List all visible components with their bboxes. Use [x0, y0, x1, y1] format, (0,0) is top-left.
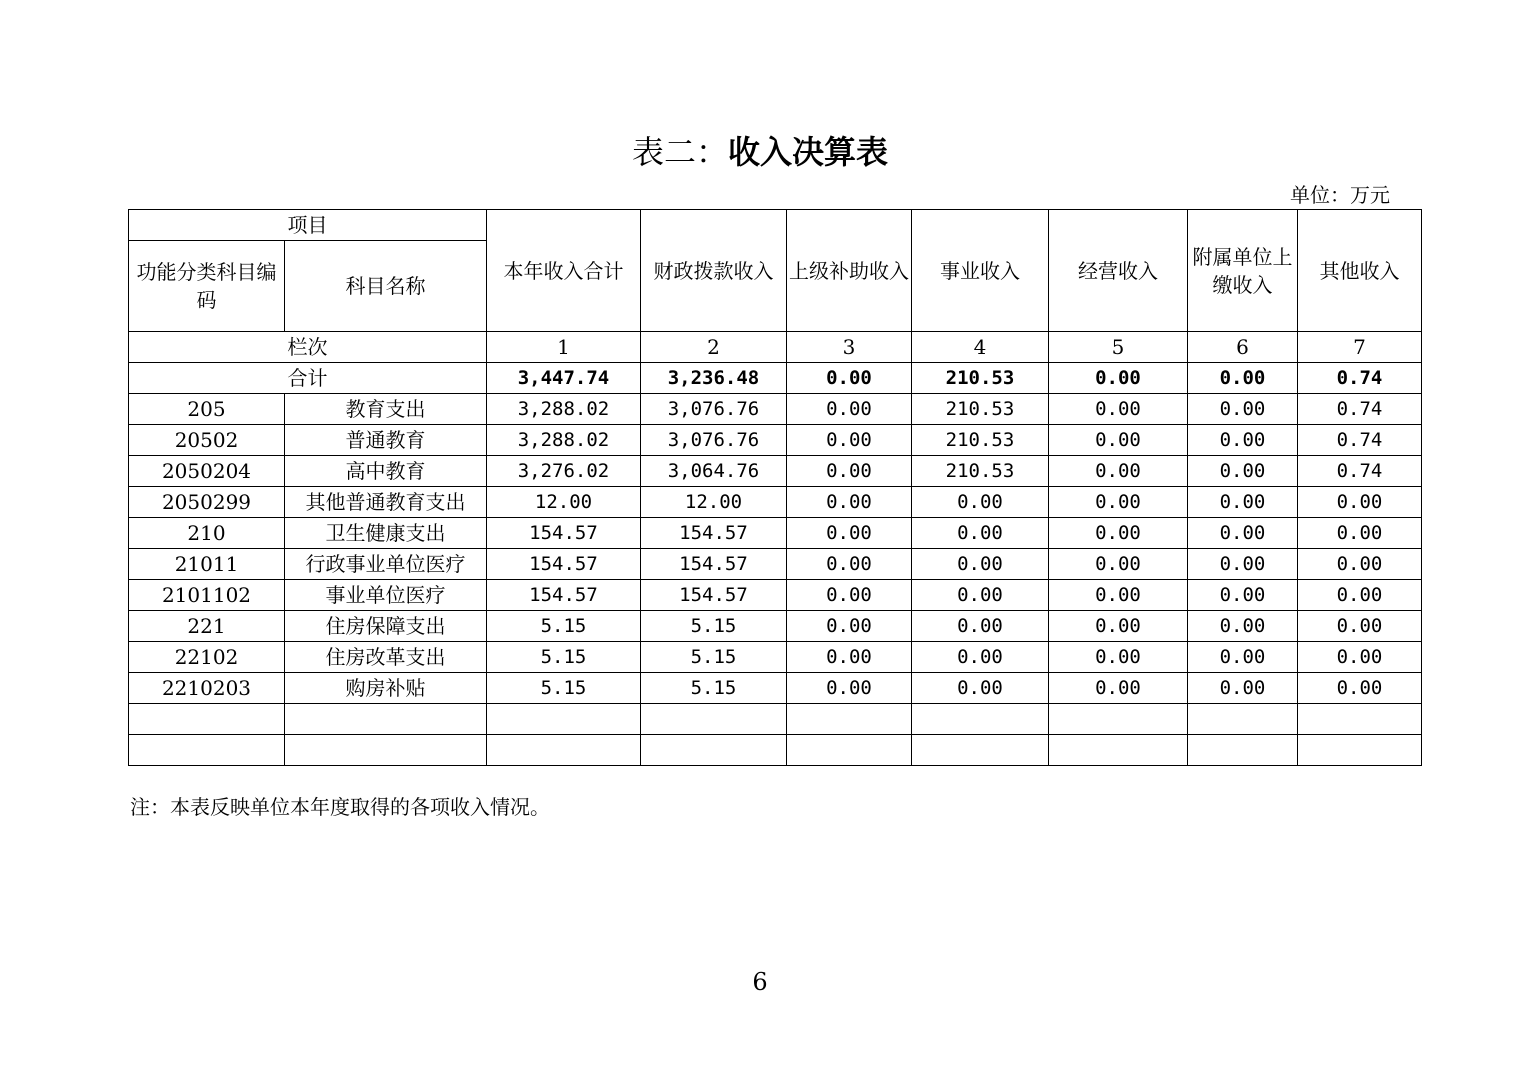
row-value: 154.57	[487, 580, 641, 611]
page-title	[0, 128, 1520, 176]
row-value: 0.00	[1188, 425, 1298, 456]
row-value: 0.00	[1049, 549, 1188, 580]
table-row	[129, 425, 1422, 456]
row-value: 154.57	[487, 518, 641, 549]
row-value: 0.74	[1298, 394, 1422, 425]
row-value: 0.00	[912, 673, 1049, 704]
income-table	[128, 209, 1422, 766]
table-row	[129, 735, 1422, 766]
row-code: 210	[129, 518, 285, 549]
row-value: 0.00	[787, 456, 912, 487]
header-col2: 财政拨款收入	[641, 210, 787, 332]
column-index-cell: 6	[1188, 332, 1298, 363]
row-code	[129, 735, 285, 766]
table-row	[129, 487, 1422, 518]
row-value	[787, 735, 912, 766]
table-row	[129, 611, 1422, 642]
row-value: 0.00	[1049, 642, 1188, 673]
row-value: 0.00	[1188, 394, 1298, 425]
row-code: 2101102	[129, 580, 285, 611]
column-index-label: 栏次	[129, 332, 487, 363]
header-col5: 经营收入	[1049, 210, 1188, 332]
row-name: 住房保障支出	[285, 611, 487, 642]
header-col7: 其他收入	[1298, 210, 1422, 332]
row-value: 12.00	[641, 487, 787, 518]
total-label: 合计	[129, 363, 487, 394]
table-row	[129, 456, 1422, 487]
row-value: 0.00	[1298, 673, 1422, 704]
row-value: 154.57	[487, 549, 641, 580]
row-value: 5.15	[487, 673, 641, 704]
row-value	[1188, 704, 1298, 735]
table-row	[129, 549, 1422, 580]
column-index-cell: 2	[641, 332, 787, 363]
total-cell: 3,236.48	[641, 363, 787, 394]
row-value: 0.00	[1188, 642, 1298, 673]
total-cell: 0.00	[1188, 363, 1298, 394]
row-value: 0.00	[787, 673, 912, 704]
total-cell: 0.00	[1049, 363, 1188, 394]
row-value: 5.15	[641, 642, 787, 673]
total-cell: 0.74	[1298, 363, 1422, 394]
row-value: 0.00	[787, 394, 912, 425]
total-cell: 3,447.74	[487, 363, 641, 394]
row-name: 住房改革支出	[285, 642, 487, 673]
row-name: 卫生健康支出	[285, 518, 487, 549]
row-value	[487, 735, 641, 766]
row-value: 0.00	[787, 425, 912, 456]
row-code: 2210203	[129, 673, 285, 704]
row-code: 221	[129, 611, 285, 642]
row-value	[912, 704, 1049, 735]
row-value: 0.00	[787, 487, 912, 518]
page-number: 6	[752, 968, 768, 996]
total-row	[129, 363, 1422, 394]
title-main: 收入决算表	[728, 133, 889, 171]
row-value: 0.74	[1298, 456, 1422, 487]
row-value: 0.00	[1188, 673, 1298, 704]
row-value: 3,064.76	[641, 456, 787, 487]
row-code	[129, 704, 285, 735]
row-value: 0.00	[1049, 487, 1188, 518]
row-value: 0.00	[1188, 456, 1298, 487]
title-prefix: 表二：	[631, 133, 728, 171]
header-code: 功能分类科目编码	[129, 241, 285, 332]
row-code: 22102	[129, 642, 285, 673]
header-col1: 本年收入合计	[487, 210, 641, 332]
header-name: 科目名称	[285, 241, 487, 332]
row-value: 5.15	[641, 611, 787, 642]
row-name: 其他普通教育支出	[285, 487, 487, 518]
row-value: 0.00	[912, 642, 1049, 673]
header-row-top	[129, 210, 1422, 241]
row-value: 0.00	[1298, 611, 1422, 642]
row-value: 0.00	[787, 549, 912, 580]
table-note: 注：本表反映单位本年度取得的各项收入情况。	[130, 795, 550, 819]
column-index-cell: 5	[1049, 332, 1188, 363]
row-value: 0.00	[1298, 487, 1422, 518]
total-cell: 0.00	[787, 363, 912, 394]
table-row	[129, 394, 1422, 425]
row-value: 0.00	[1049, 394, 1188, 425]
row-value	[1188, 735, 1298, 766]
row-value: 5.15	[487, 611, 641, 642]
row-value	[912, 735, 1049, 766]
row-value: 0.00	[912, 580, 1049, 611]
row-value: 3,076.76	[641, 425, 787, 456]
row-name: 购房补贴	[285, 673, 487, 704]
row-value: 210.53	[912, 456, 1049, 487]
row-value: 3,288.02	[487, 425, 641, 456]
row-value	[1298, 704, 1422, 735]
row-value	[487, 704, 641, 735]
row-value: 0.00	[1298, 642, 1422, 673]
row-value	[1049, 735, 1188, 766]
row-value: 210.53	[912, 394, 1049, 425]
row-value	[641, 735, 787, 766]
row-value: 0.00	[1049, 518, 1188, 549]
row-value: 3,076.76	[641, 394, 787, 425]
row-value: 0.00	[1049, 611, 1188, 642]
column-index-cell: 3	[787, 332, 912, 363]
row-name: 普通教育	[285, 425, 487, 456]
row-value	[1049, 704, 1188, 735]
unit-label: 单位：万元	[1290, 183, 1390, 207]
row-value: 12.00	[487, 487, 641, 518]
row-value: 210.53	[912, 425, 1049, 456]
row-code: 2050299	[129, 487, 285, 518]
row-value: 0.00	[1298, 580, 1422, 611]
row-value: 0.00	[912, 518, 1049, 549]
row-value: 0.00	[1188, 518, 1298, 549]
row-value: 0.00	[1049, 673, 1188, 704]
row-value: 0.00	[1298, 549, 1422, 580]
row-value: 0.00	[1049, 580, 1188, 611]
row-value: 0.00	[787, 642, 912, 673]
table-row	[129, 518, 1422, 549]
row-name: 高中教育	[285, 456, 487, 487]
header-col3: 上级补助收入	[787, 210, 912, 332]
row-value: 0.00	[787, 611, 912, 642]
row-name: 教育支出	[285, 394, 487, 425]
table-row	[129, 673, 1422, 704]
row-value: 154.57	[641, 518, 787, 549]
row-value: 0.74	[1298, 425, 1422, 456]
row-value: 154.57	[641, 580, 787, 611]
row-value: 0.00	[1298, 518, 1422, 549]
row-code: 205	[129, 394, 285, 425]
row-value: 0.00	[1188, 549, 1298, 580]
row-code: 20502	[129, 425, 285, 456]
row-value: 5.15	[641, 673, 787, 704]
row-value: 0.00	[912, 549, 1049, 580]
row-value: 154.57	[641, 549, 787, 580]
row-value: 0.00	[912, 611, 1049, 642]
column-index-row	[129, 332, 1422, 363]
row-name	[285, 735, 487, 766]
row-code: 21011	[129, 549, 285, 580]
total-cell: 210.53	[912, 363, 1049, 394]
row-value: 0.00	[787, 580, 912, 611]
row-name: 行政事业单位医疗	[285, 549, 487, 580]
row-value: 0.00	[1049, 456, 1188, 487]
header-col4: 事业收入	[912, 210, 1049, 332]
row-value: 3,288.02	[487, 394, 641, 425]
table-row	[129, 580, 1422, 611]
table-row	[129, 704, 1422, 735]
column-index-cell: 1	[487, 332, 641, 363]
row-value: 0.00	[1049, 425, 1188, 456]
row-value: 0.00	[787, 518, 912, 549]
row-value: 0.00	[1188, 487, 1298, 518]
row-value: 3,276.02	[487, 456, 641, 487]
row-value: 0.00	[912, 487, 1049, 518]
row-code: 2050204	[129, 456, 285, 487]
row-value: 0.00	[1188, 611, 1298, 642]
column-index-cell: 4	[912, 332, 1049, 363]
row-value: 0.00	[1188, 580, 1298, 611]
row-value	[641, 704, 787, 735]
header-col6: 附属单位上缴收入	[1188, 210, 1298, 332]
row-name	[285, 704, 487, 735]
table-row	[129, 642, 1422, 673]
row-value	[1298, 735, 1422, 766]
row-name: 事业单位医疗	[285, 580, 487, 611]
row-value: 5.15	[487, 642, 641, 673]
header-project: 项目	[129, 210, 487, 241]
column-index-cell: 7	[1298, 332, 1422, 363]
row-value	[787, 704, 912, 735]
